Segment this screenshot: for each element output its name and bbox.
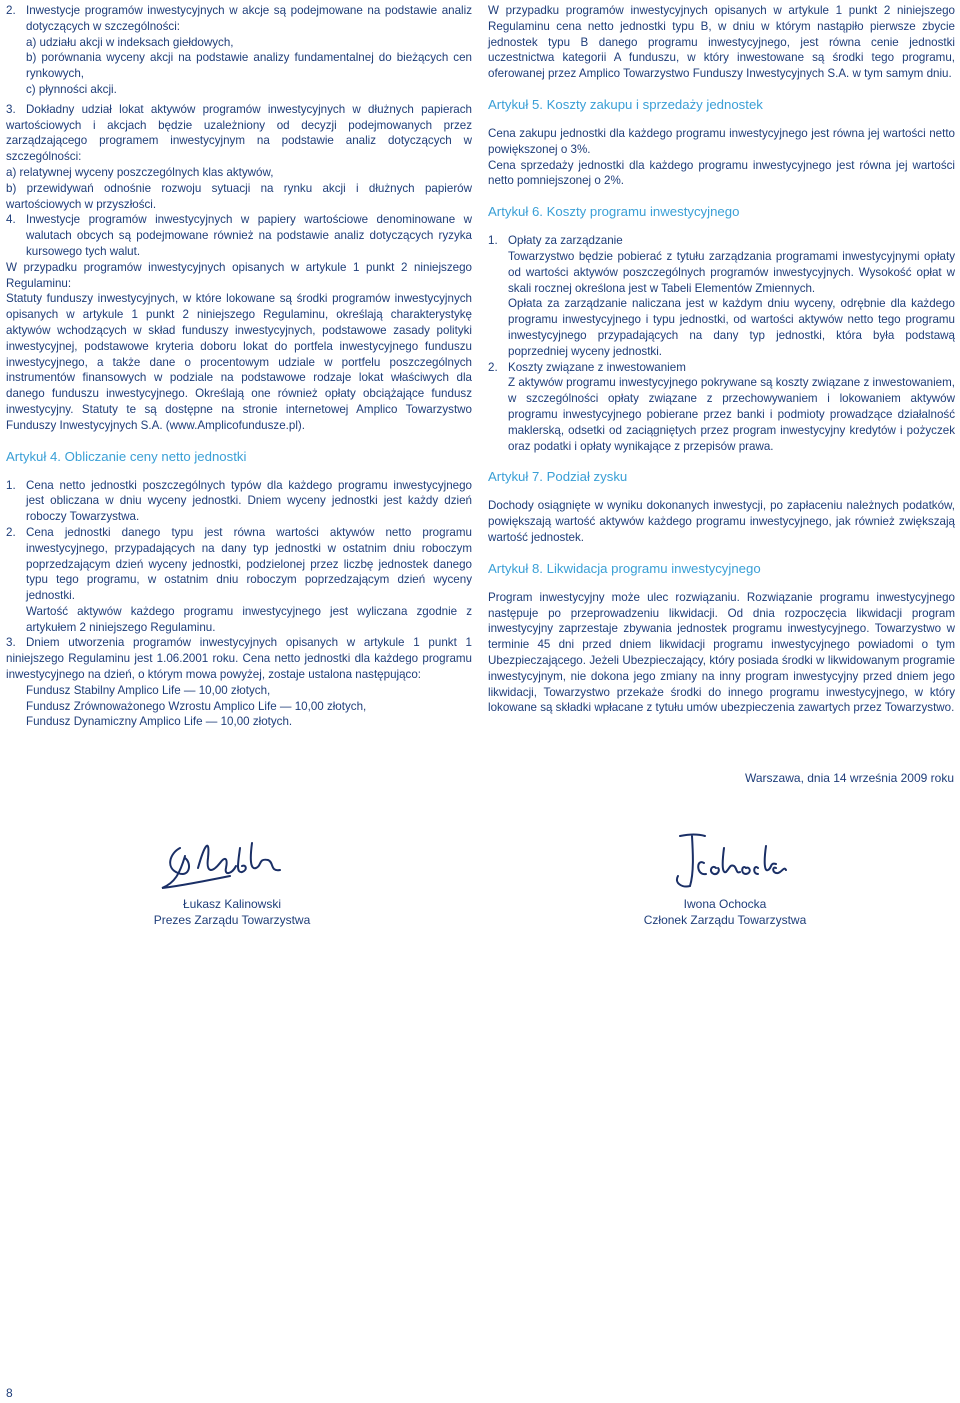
list-text-extra: Wartość aktywów każdego programu inwestycyjnego jest wyliczana zgodnie z artykułem 2 niniejszego Regulaminu.	[26, 604, 472, 634]
article-6-heading: Artykuł 6. Koszty programu inwestycyjnego	[488, 204, 740, 220]
paragraph: Cena sprzedaży jednostki dla każdego programu inwestycyjnego jest równa jej wartości netto pomniejszonej o 2%.	[488, 158, 955, 188]
signatory-role: Prezes Zarządu Towarzystwa	[153, 913, 311, 927]
list-item	[6, 635, 472, 730]
paragraph: W przypadku programów inwestycyjnych opisanych w artykule 1 punkt 2 niniejszego Regulaminu cena netto jednostki typu B, w dniu w którym nastąpiło pierwsze zbycie jednostek typu B danego programu inwestycyjnego, jest równa cenie jednostki uczestnictwa kategorii A funduszu, w który inwestowane są środki tego programu, oferowanej przez Amplico Towarzystwo Funduszy Inwestycyjnych S.A. w tym samym dniu.	[488, 4, 955, 81]
list-text: Z aktywów programu inwestycyjnego pokrywane są koszty związane z inwestowaniem, w szczególności opłaty związane z przechowywaniem i lokowaniem aktywów programu inwestycyjnego pobierane przez banki i podmioty prowadzące działalność maklerską, odsetki od zaciągniętych przez program inwestycyjny kredytów i pożyczek oraz podatki i opłaty wynikające z przepisów prawa.	[508, 376, 955, 453]
list-title: Koszty związane z inwestowaniem	[508, 360, 686, 374]
list-item	[6, 102, 472, 213]
list-text: Cena netto jednostki poszczególnych typów dla każdego programu inwestycyjnego jest obliczana w dniu wyceny jednostki. Dniem wyceny jednostki jest każdy dzień roboczy Towarzystwa.	[26, 478, 472, 524]
list-item	[6, 525, 472, 636]
signatory-role: Członek Zarządu Towarzystwa	[643, 913, 807, 927]
list-number: 2.	[488, 360, 498, 374]
article-8-heading: Artykuł 8. Likwidacja programu inwestycyjnego	[488, 560, 761, 576]
list-number: 3.	[6, 636, 16, 650]
left-column	[6, 3, 472, 730]
list-number: 2.	[6, 4, 16, 17]
place-and-date: Warszawa, dnia 14 września 2009 roku	[745, 771, 954, 785]
list-item	[488, 233, 955, 359]
paragraph: Program inwestycyjny może ulec rozwiązaniu. Rozwiązanie programu inwestycyjnego następuje po przeprowadzeniu likwidacji. Od dnia rozpoczęcia likwidacji program inwestycyjny zaprzestaje zbywania jednostek programu inwestycyjnego. Towarzystwo w terminie 45 dni przed dniem likwidacji programu inwestycyjnego powiadomi o tym Ubezpieczającego. Jeżeli Ubezpieczający, który posiada środki w likwidowanym programie inwestycyjnym, nie dokona jego zmiany na inny program inwestycyjny przed dniem jego likwidacji, Towarzystwo przekaże środki do innego programu inwestycyjnego, w który lokowane są składki wpłacane z tytułu umów ubezpieczenia zawartych przez Towarzystwo.	[488, 590, 955, 715]
signatory-block-ochocka	[630, 896, 820, 928]
list-item	[6, 212, 472, 259]
list-text: Opłata za zarządzanie naliczana jest w każdym dniu wyceny, odrębnie dla każdego programu inwestycyjnego i typu jednostki, od wartości aktywów netto tego programu inwestycyjnego przypadających na dany typ jednostki, która była podstawą poprzedniej wyceny jednostki.	[508, 297, 955, 358]
list-text: Inwestycje programów inwestycyjnych w akcje są podejmowane na podstawie analiz dotyczących w szczególności:	[26, 4, 472, 33]
list-item	[6, 3, 472, 98]
list-text: Cena jednostki danego typu jest równa wartości aktywów netto programu inwestycyjnego, przypadających na dany typ jednostki w ostatnim dniu roboczym poprzedzającym dzień wyceny jednostki, podzielonej przez liczbę jednostek danego typu tego programu, w ostatnim dniu roboczym poprzedzającym dzień wyceny jednostki.	[26, 525, 472, 603]
fund-item: Fundusz Stabilny Amplico Life — 10,00 złotych,	[26, 683, 271, 697]
list-number: 2.	[6, 525, 16, 539]
list-number: 1.	[6, 478, 16, 492]
list-number: 1.	[488, 234, 498, 248]
list-title: Opłaty za zarządzanie	[508, 234, 623, 248]
paragraph: Dochody osiągnięte w wyniku dokonanych inwestycji, po zapłaceniu należnych podatków, powiększają wartość aktywów każdego programu inwestycyjnego, jak również zwiększają wartość jednostek.	[488, 499, 955, 544]
right-column	[488, 3, 955, 716]
paragraph: Cena zakupu jednostki dla każdego programu inwestycyjnego jest równa jej wartości netto powiększonej o 3%.	[488, 126, 955, 156]
signatory-name: Łukasz Kalinowski	[182, 897, 282, 911]
sub-item: a) relatywnej wyceny poszczególnych klas aktywów,	[6, 165, 274, 179]
paragraph: Statuty funduszy inwestycyjnych, w które lokowane są środki programów inwestycyjnych opisanych w artykule 1 punkt 2 niniejszego Regulaminu, określają charakterystykę aktywów wchodzących w skład funduszy inwestycyjnych, podstawowe zasady polityki inwestycyjnej, podstawowe kryteria doboru lokat do portfela inwestycyjnego funduszu inwestycyjnego, a także dane o procentowym udziale w portfelu poszczególnych instrumentów finansowych w podziale na podstawowe rodzaje lokat właściwych dla danego funduszu inwestycyjnego. Określają one również opłaty obciążające fundusz inwestycyjny. Statuty te są dostępne na stronie internetowej Amplico Towarzystwo Funduszy Inwestycyjnych S.A. (www.Amplicofundusze.pl).	[6, 292, 472, 432]
list-number: 3.	[6, 102, 16, 116]
list-text: Dokładny udział lokat aktywów programów inwestycyjnych w dłużnych papierach wartościowych i akcjach będzie uzależniony od decyzji podejmowanych przez zarządzającego programem inwestycyjnym na podstawie analiz dotyczących w szczególności:	[6, 102, 472, 164]
article-4-heading: Artykuł 4. Obliczanie ceny netto jednostki	[6, 448, 247, 464]
signatory-name: Iwona Ochocka	[683, 897, 767, 911]
paragraph: W przypadku programów inwestycyjnych opisanych w artykule 1 punkt 2 niniejszego Regulaminu:	[6, 260, 472, 290]
fund-item: Fundusz Dynamiczny Amplico Life — 10,00 złotych.	[26, 715, 293, 729]
list-number: 4.	[6, 213, 16, 227]
article-5-heading: Artykuł 5. Koszty zakupu i sprzedaży jednostek	[488, 96, 763, 112]
list-item	[488, 360, 955, 455]
list-text: Inwestycje programów inwestycyjnych w papiery wartościowe denominowane w walutach obcych są podejmowane również na podstawie analiz dotyczących ryzyka kursowego tych walut.	[26, 213, 472, 258]
signature-kalinowski-icon	[150, 828, 320, 898]
list-text: Dniem utworzenia programów inwestycyjnych opisanych w artykule 1 punkt 1 niniejszego Regulaminu jest 1.06.2001 roku. Cena netto jednostki dla każdego programu inwestycyjnego na dzień, o którym mowa powyżej, zostaje ustalona następująco:	[6, 636, 472, 682]
sub-item: b) porównania wyceny akcji na podstawie analizy fundamentalnej do bieżących cen rynkowych,	[26, 51, 472, 81]
page-number: 8	[6, 1386, 13, 1400]
signature-ochocka-icon	[660, 828, 790, 898]
article-7-heading: Artykuł 7. Podział zysku	[488, 469, 628, 485]
list-item	[6, 478, 472, 525]
fund-item: Fundusz Zrównoważonego Wzrostu Amplico Life — 10,00 złotych,	[26, 699, 367, 713]
sub-item: a) udziału akcji w indeksach giełdowych,	[26, 35, 234, 49]
sub-item: b) przewidywań odnośnie rozwoju sytuacji na rynku akcji i dłużnych papierów wartościowych w przyszłości.	[6, 181, 472, 211]
list-text: Towarzystwo będzie pobierać z tytułu zarządzania programami inwestycyjnymi opłaty od wartości aktywów poszczególnych programów inwestycyjnych. Wysokość opłat w skali rocznej określona jest w Tabeli Elementów Zmiennych.	[508, 249, 955, 295]
signatory-block-kalinowski	[140, 896, 324, 928]
sub-item: c) płynności akcji.	[26, 82, 117, 96]
